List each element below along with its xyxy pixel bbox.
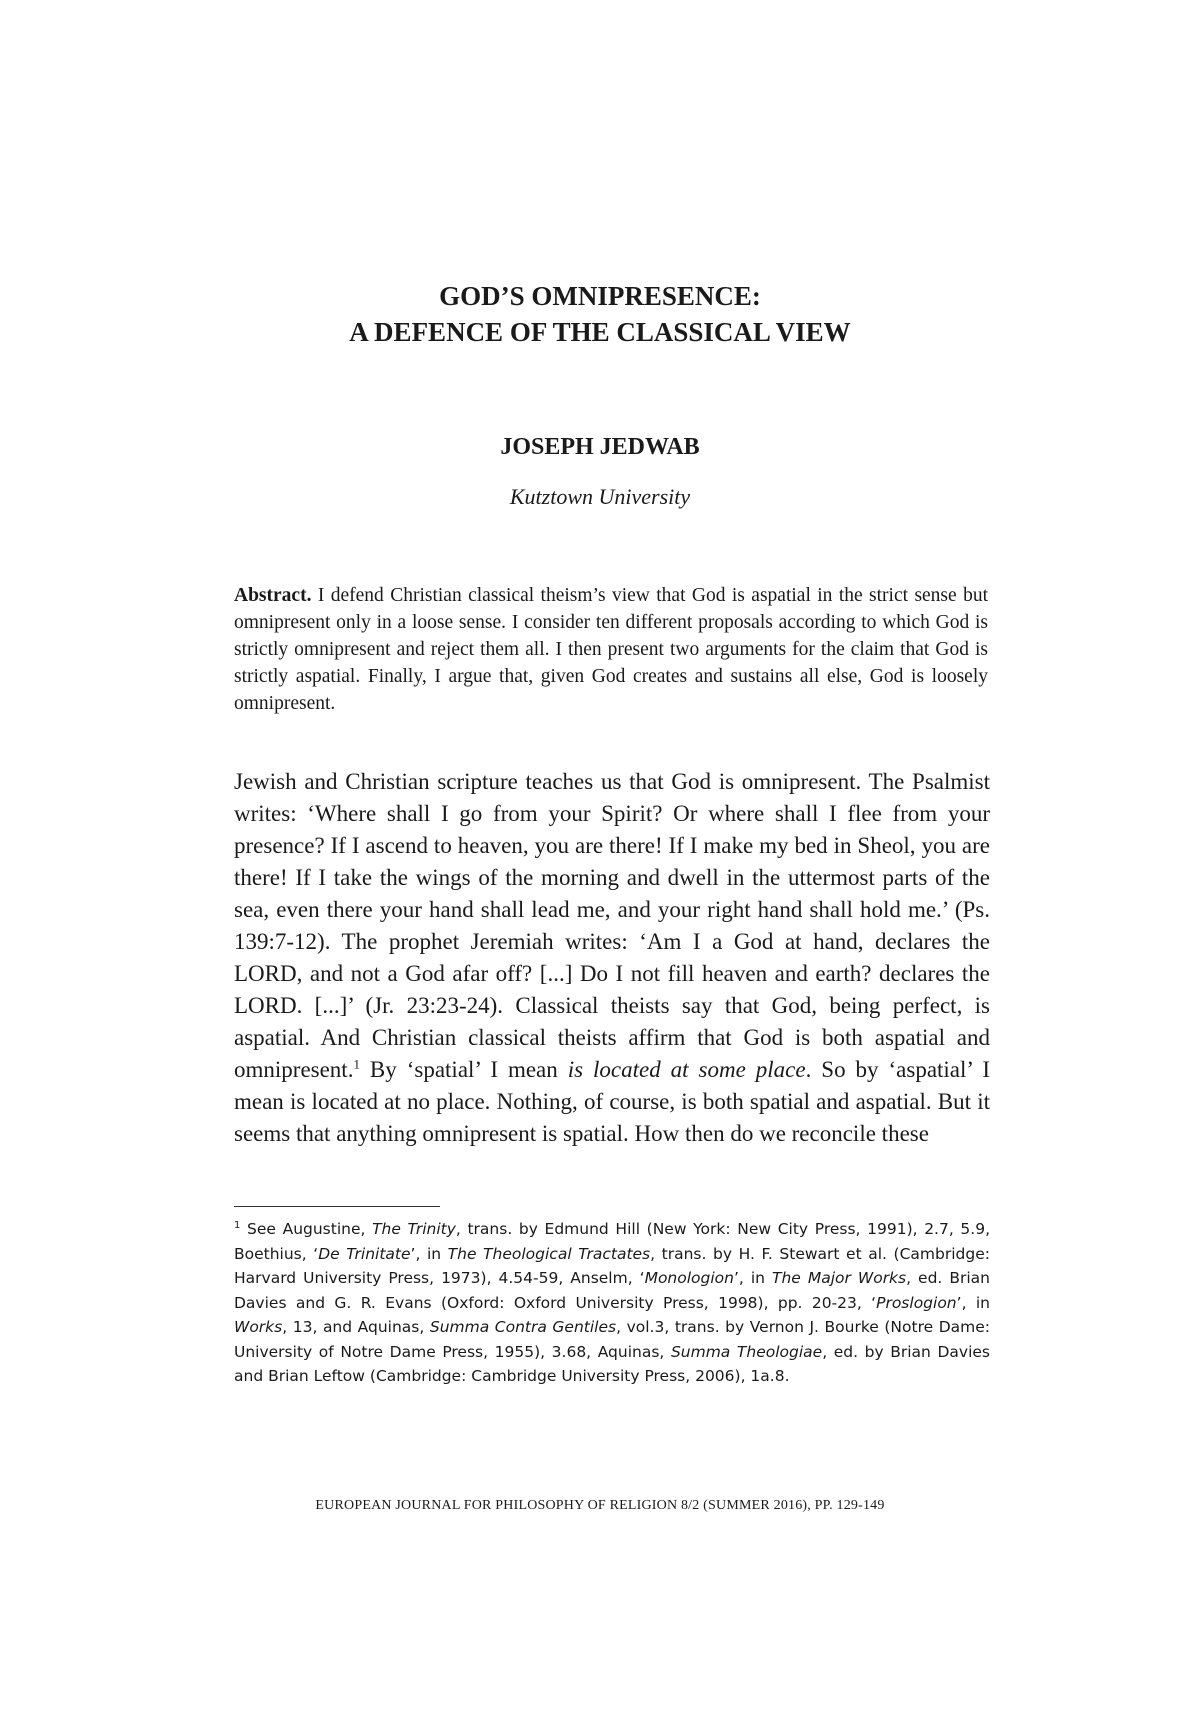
abstract-text: I defend Christian classical theism’s view that God is aspatial in the strict sense but omnipresent only in a loose sense. I consider ten different proposals according to which God is strictly omnipresent and reject them all. I then present two arguments for the claim that God is strictly aspatial. Finally, I argue that, given God creates and sustains all else, God is loosely omnipresent. xyxy=(234,585,988,714)
title-line-1: GOD’S OMNIPRESENCE: xyxy=(439,281,761,311)
title-line-2: A DEFENCE OF THE CLASSICAL VIEW xyxy=(349,317,851,347)
footnote-divider xyxy=(234,1206,440,1207)
footnote-text: ’, in xyxy=(410,1244,448,1263)
footnote-text: , trans. by Edmund Hill (New York: New City Press, 1991), 2.7, 5.9, Boethius, ‘ xyxy=(234,1220,990,1263)
body-text-part-3: . So by ‘aspatial’ I mean is located at no place. Nothing, of course, is both spatial and aspatial. But it seems that anything omnipresent is spatial. How then do we reconcile these xyxy=(234,1057,990,1146)
author-name: JOSEPH JEDWAB xyxy=(500,434,700,460)
footnote-reference[interactable]: 1 xyxy=(353,1056,360,1072)
footnote-title: The Trinity xyxy=(372,1220,456,1238)
footnote-text: , ed. by Brian Davies and Brian Leftow (Cambridge: Cambridge University Press, 2006), 1a.8. xyxy=(234,1342,990,1385)
body-text-part-2: By ‘spatial’ I mean xyxy=(359,1057,568,1082)
footnote-text: ’, in xyxy=(956,1293,990,1312)
footnote-title: Proslogion xyxy=(876,1293,957,1312)
footnote-title: The Major Works xyxy=(772,1269,907,1287)
footnote-title: Works xyxy=(234,1318,283,1336)
footnote-title: The Theological Tractates xyxy=(447,1244,651,1263)
abstract xyxy=(234,582,988,717)
abstract-label: Abstract. xyxy=(234,585,312,606)
footnote-title: Summa Theologiae xyxy=(670,1342,823,1361)
author-affiliation: Kutztown University xyxy=(509,484,691,509)
footnote-text: , ed. Brian Davies and G. R. Evans (Oxford: Oxford University Press, 1998), pp. 20-23, ‘ xyxy=(234,1269,991,1312)
article-title xyxy=(0,278,1200,350)
body-text-italic: is located at some place xyxy=(567,1057,806,1082)
body-text-part-1: Jewish and Christian scripture teaches us that God is omnipresent. The Psalmist writes: ‘Where shall I go from your Spirit? Or where shall I flee from your presence? If I ascend to heaven, you are there! If I make my bed in Sheol, you are there! If I take the wings of the morning and dwell in the uttermost parts of the sea, even there your hand shall lead me, and your right hand shall hold me.’ (Ps. 139:7-12). The prophet Jeremiah writes: ‘Am I a God at hand, declares the LORD, and not a God afar off? [...] Do I not fill heaven and earth? declares the LORD. [...]’ (Jr. 23:23-24). Classical theists say that God, being perfect, is aspatial. And Christian classical theists affirm that God is both aspatial and omnipresent. xyxy=(234,769,990,1082)
footnote-title: Monologion xyxy=(644,1269,734,1287)
footnote-title: Summa Contra Gentiles xyxy=(429,1318,617,1336)
footnote-title: De Trinitate xyxy=(318,1244,411,1263)
footnote-text: ’, in xyxy=(733,1269,772,1287)
journal-citation-footer: EUROPEAN JOURNAL FOR PHILOSOPHY OF RELIGION 8/2 (SUMMER 2016), PP. 129-149 xyxy=(315,1498,885,1513)
footnote-1 xyxy=(234,1217,990,1389)
footnote-text: , trans. by H. F. Stewart et al. (Cambridge: Harvard University Press, 1973), 4.54-59, Anselm, ‘ xyxy=(234,1244,990,1287)
footnote-text: See Augustine, xyxy=(240,1220,373,1238)
body-paragraph xyxy=(234,766,990,1150)
footnote-marker: 1 xyxy=(234,1219,241,1231)
footnote-text: , 13, and Aquinas, xyxy=(282,1318,430,1336)
footnote-text: , vol.3, trans. by Vernon J. Bourke (Notre Dame: University of Notre Dame Press, 1955), 3.68, Aquinas, xyxy=(234,1318,991,1361)
